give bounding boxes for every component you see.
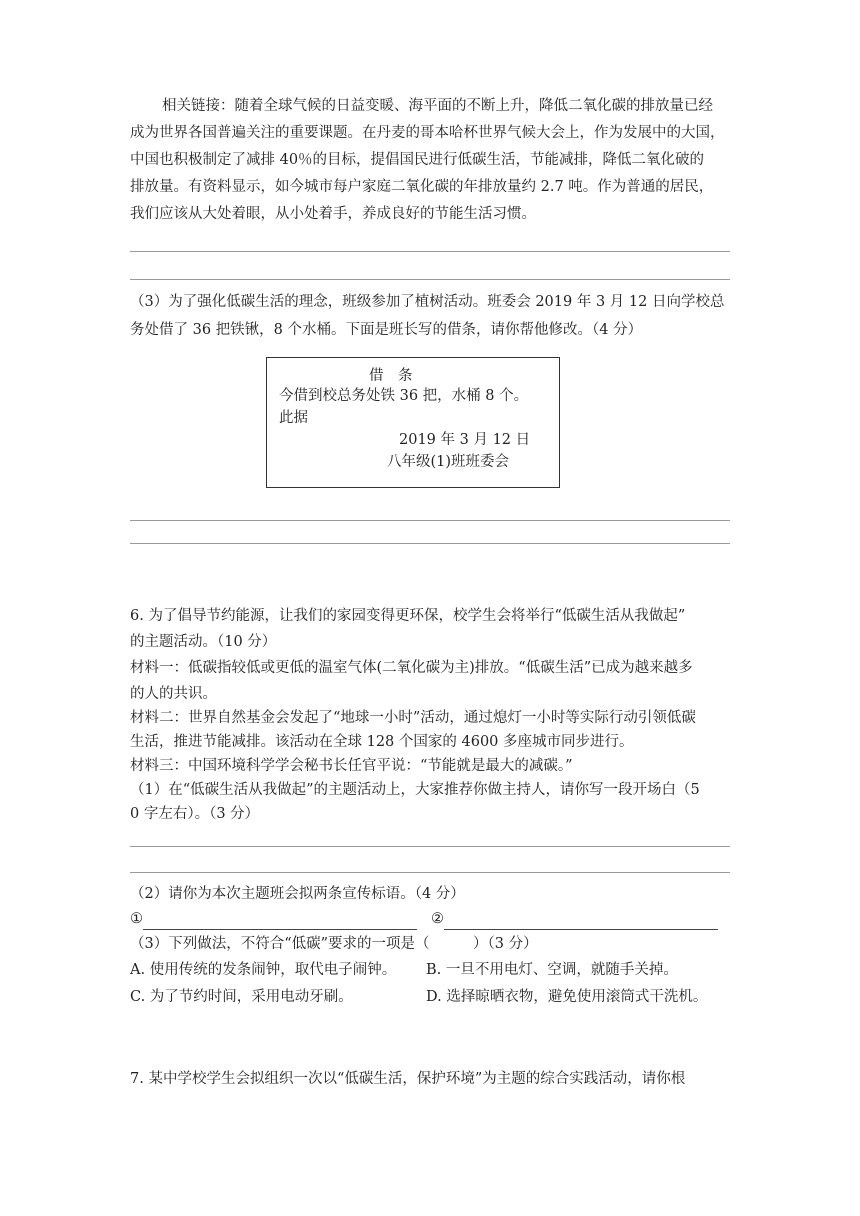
- option-a[interactable]: A. 使用传统的发条闹钟，取代电子闹钟。: [130, 962, 397, 978]
- answer-line[interactable]: [130, 279, 730, 280]
- question-line: （3）为了强化低碳生活的理念，班级参加了植树活动。班委会 2019 年 3 月 12 日向学校总: [130, 294, 725, 310]
- sub-question-1: （1）在“低碳生活从我做起”的主题活动上，大家推荐你做主持人，请你写一段开场白（5: [130, 782, 700, 798]
- slogan-blank-1[interactable]: [143, 909, 417, 930]
- note-body: 今借到校总务处铁 36 把，水桶 8 个。: [279, 388, 529, 404]
- iou-note-box: [266, 357, 560, 488]
- answer-line[interactable]: [130, 543, 730, 544]
- note-title: 借 条: [369, 368, 413, 384]
- material-line: 材料三：中国环境科学学会秘书长任官平说：“节能就是最大的减碳。”: [130, 758, 573, 774]
- slogan-mark-1: ①: [130, 911, 143, 927]
- option-b[interactable]: B. 一旦不用电灯、空调，就随手关掉。: [426, 962, 678, 978]
- material-line: 的人的共识。: [130, 686, 217, 702]
- related-line: 相关链接：随着全球气候的日益变暖、海平面的不断上升，降低二氧化碳的排放量已经: [162, 98, 713, 114]
- option-c[interactable]: C. 为了节约时间，采用电动牙刷。: [130, 989, 353, 1005]
- material-line: 材料一：低碳指较低或更低的温室气体(二氧化碳为主)排放。“低碳生活”已成为越来越多: [130, 660, 693, 676]
- related-line: 我们应该从大处着眼，从小处着手，养成良好的节能生活习惯。: [130, 206, 536, 222]
- related-line: 排放量。有资料显示，如今城市每户家庭二氧化碳的年排放量约 2.7 吨。作为普通的居民，: [130, 179, 714, 195]
- material-line: 材料二：世界自然基金会发起了“地球一小时”活动，通过熄灯一小时等实际行动引领低碳: [130, 710, 696, 726]
- sub-question-3: （3）下列做法，不符合“低碳”要求的一项是（ ）（3 分）: [130, 936, 538, 952]
- note-closing: 此据: [279, 410, 308, 426]
- answer-line[interactable]: [130, 520, 730, 521]
- question-6-intro: 的主题活动。（10 分）: [130, 634, 277, 650]
- question-7: 7. 某中学校学生会拟组织一次以“低碳生活，保护环境”为主题的综合实践活动，请你根: [130, 1071, 686, 1087]
- slogan-blank-2[interactable]: [444, 909, 718, 930]
- material-line: 生活，推进节能减排。该活动在全球 128 个国家的 4600 多座城市同步进行。: [130, 734, 634, 750]
- slogan-row: [130, 909, 730, 930]
- related-line: 成为世界各国普遍关注的重要课题。在丹麦的哥本哈杯世界气候大会上，作为发展中的大国，: [130, 125, 725, 141]
- sub-question-2: （2）请你为本次主题班会拟两条宣传标语。（4 分）: [130, 886, 465, 902]
- sub-question-1: 0 字左右）。（3 分）: [130, 806, 260, 822]
- question-line: 务处借了 36 把铁锹，8 个水桶。下面是班长写的借条，请你帮他修改。（4 分）: [130, 322, 643, 338]
- answer-line[interactable]: [130, 846, 730, 847]
- related-line: 中国也积极制定了减排 40％的目标，提倡国民进行低碳生活，节能减排，降低二氧化破的: [130, 152, 705, 168]
- answer-line[interactable]: [130, 251, 730, 252]
- option-d[interactable]: D. 选择晾晒衣物，避免使用滚筒式干洗机。: [426, 989, 708, 1005]
- note-signature: 八年级(1)班班委会: [387, 454, 510, 470]
- slogan-mark-2: ②: [431, 911, 444, 927]
- question-6-intro: 6. 为了倡导节约能源，让我们的家园变得更环保，校学生会将举行“低碳生活从我做起”: [130, 608, 686, 624]
- answer-line[interactable]: [130, 872, 730, 873]
- note-date: 2019 年 3 月 12 日: [399, 432, 531, 448]
